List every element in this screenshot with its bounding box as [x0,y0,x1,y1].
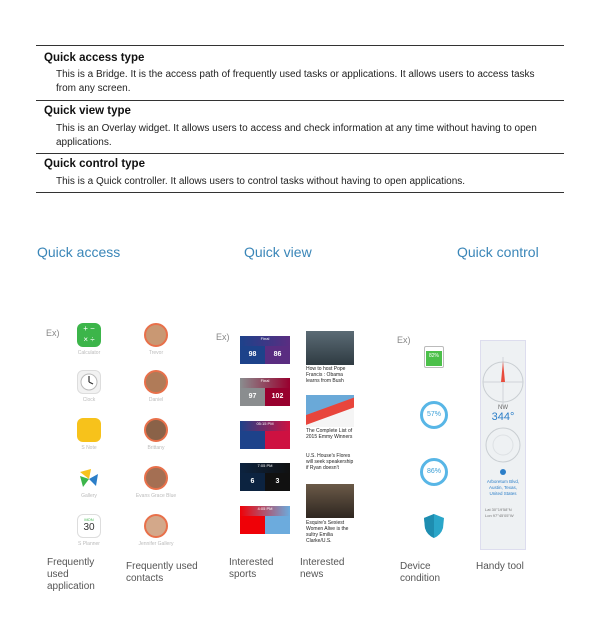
news-headline-2[interactable]: The Complete List of 2015 Emmy Winners [306,428,353,440]
caption-device-condition: Device condition [400,561,441,584]
sports-team-score: 97 [240,388,265,406]
ex-label-control: Ex) [397,335,411,345]
compass-dial-icon [481,425,525,465]
def-text-view: This is an Overlay widget. It allows users to access and check information at any time without having to open applications. [56,123,537,148]
sports-game-status: 7:05 PM [240,463,290,473]
def-text-control: This is a Quick controller. It allows users to control tasks without having to open applications. [56,176,466,187]
def-title-control: Quick control type [44,158,145,170]
app-label-s-note: S Note [81,445,97,451]
contact-avatar-1[interactable] [144,323,168,347]
rule-2 [36,153,564,154]
sports-game-status: 05:15 PM [240,421,290,431]
contact-avatar-5[interactable] [144,514,168,538]
contact-name-2: Daniel [148,397,164,403]
compass-address: Arboretum Blvd, Austin, Texas, United States [486,479,520,496]
contact-avatar-3[interactable] [144,418,168,442]
ex-label-view: Ex) [216,332,230,342]
compass-lat: Lat 30°19'58"N [485,507,512,512]
heading-quick-access: Quick access [37,244,121,260]
contact-avatar-2[interactable] [144,370,168,394]
def-text-access: This is a Bridge. It is the access path of frequently used tasks or applications. It allows users to access tasks from any screen. [56,69,535,94]
def-title-access: Quick access type [44,52,145,64]
sports-team-score: 102 [265,388,290,406]
contact-avatar-4[interactable] [144,466,168,490]
calendar-month: MON [84,517,94,522]
storage-ring[interactable]: 57% [420,401,448,429]
ex-label-access: Ex) [46,328,60,338]
news-headline-3[interactable]: U.S. House's Flores will seek speakership if Ryan doesn't [306,453,354,471]
sports-team-score [240,431,265,449]
app-label-calculator: Calculator [77,350,101,356]
news-image-portrait [306,484,354,518]
caption-frequent-contacts: Frequently used contacts [126,561,198,584]
sports-game-status: 4:05 PM [240,506,290,516]
compass-lon: Lon 97°45'05"W [485,513,514,518]
compass-degrees: 344° [491,411,515,423]
caption-frequent-apps: Frequently used application [47,557,95,592]
news-image-flag [306,395,354,427]
def-title-view: Quick view type [44,105,131,117]
news-headline-1[interactable]: How to host Pope Francis : Obama learns from Bush [306,366,346,384]
battery-icon[interactable] [424,346,444,368]
top-rule [36,45,564,46]
contact-name-3: Brittany [147,445,165,451]
compass-direction: NW [498,405,508,411]
news-image-concert [306,331,354,365]
s-note-icon[interactable] [77,418,101,442]
calendar-day: 30 [83,522,95,533]
battery-percent: 82% [428,353,439,359]
compass-widget[interactable] [480,340,526,550]
heading-quick-control: Quick control [457,244,539,260]
contact-name-5: Jennifer Gallery [138,541,174,547]
contact-name-4: Evans Grace Blue [135,493,177,499]
caption-handy-tool: Handy tool [476,561,524,572]
sports-team-score: 6 [240,473,265,491]
sports-team-score: 3 [265,473,290,491]
contact-name-1: Trevor [148,350,164,356]
gallery-icon[interactable] [77,466,101,490]
app-label-gallery: Gallery [81,493,97,499]
caption-interested-news: Interested news [300,557,345,580]
sports-game-status: Final [240,378,290,388]
app-label-clock: Clock [82,397,96,403]
memory-ring[interactable]: 86% [420,458,448,486]
sports-team-score [240,516,265,534]
clock-icon[interactable] [77,370,101,394]
shield-icon[interactable] [423,513,445,539]
bottom-rule [36,192,564,193]
sports-team-score [265,516,290,534]
calendar-icon[interactable] [77,514,101,538]
calculator-icon[interactable]: + − × ÷ [77,323,101,347]
sports-team-score: 86 [265,346,290,364]
caption-interested-sports: Interested sports [229,557,274,580]
rule-1 [36,100,564,101]
sports-team-score: 98 [240,346,265,364]
sports-game-status: Final [240,336,290,346]
sports-team-score [265,431,290,449]
heading-quick-view: Quick view [244,244,312,260]
app-label-s-planner: S Planner [78,541,100,547]
location-pin-icon [500,469,506,475]
news-headline-4[interactable]: Esquire's Sexiest Women Alive is the sultry Emilia Clarke/U.S. [306,520,349,544]
